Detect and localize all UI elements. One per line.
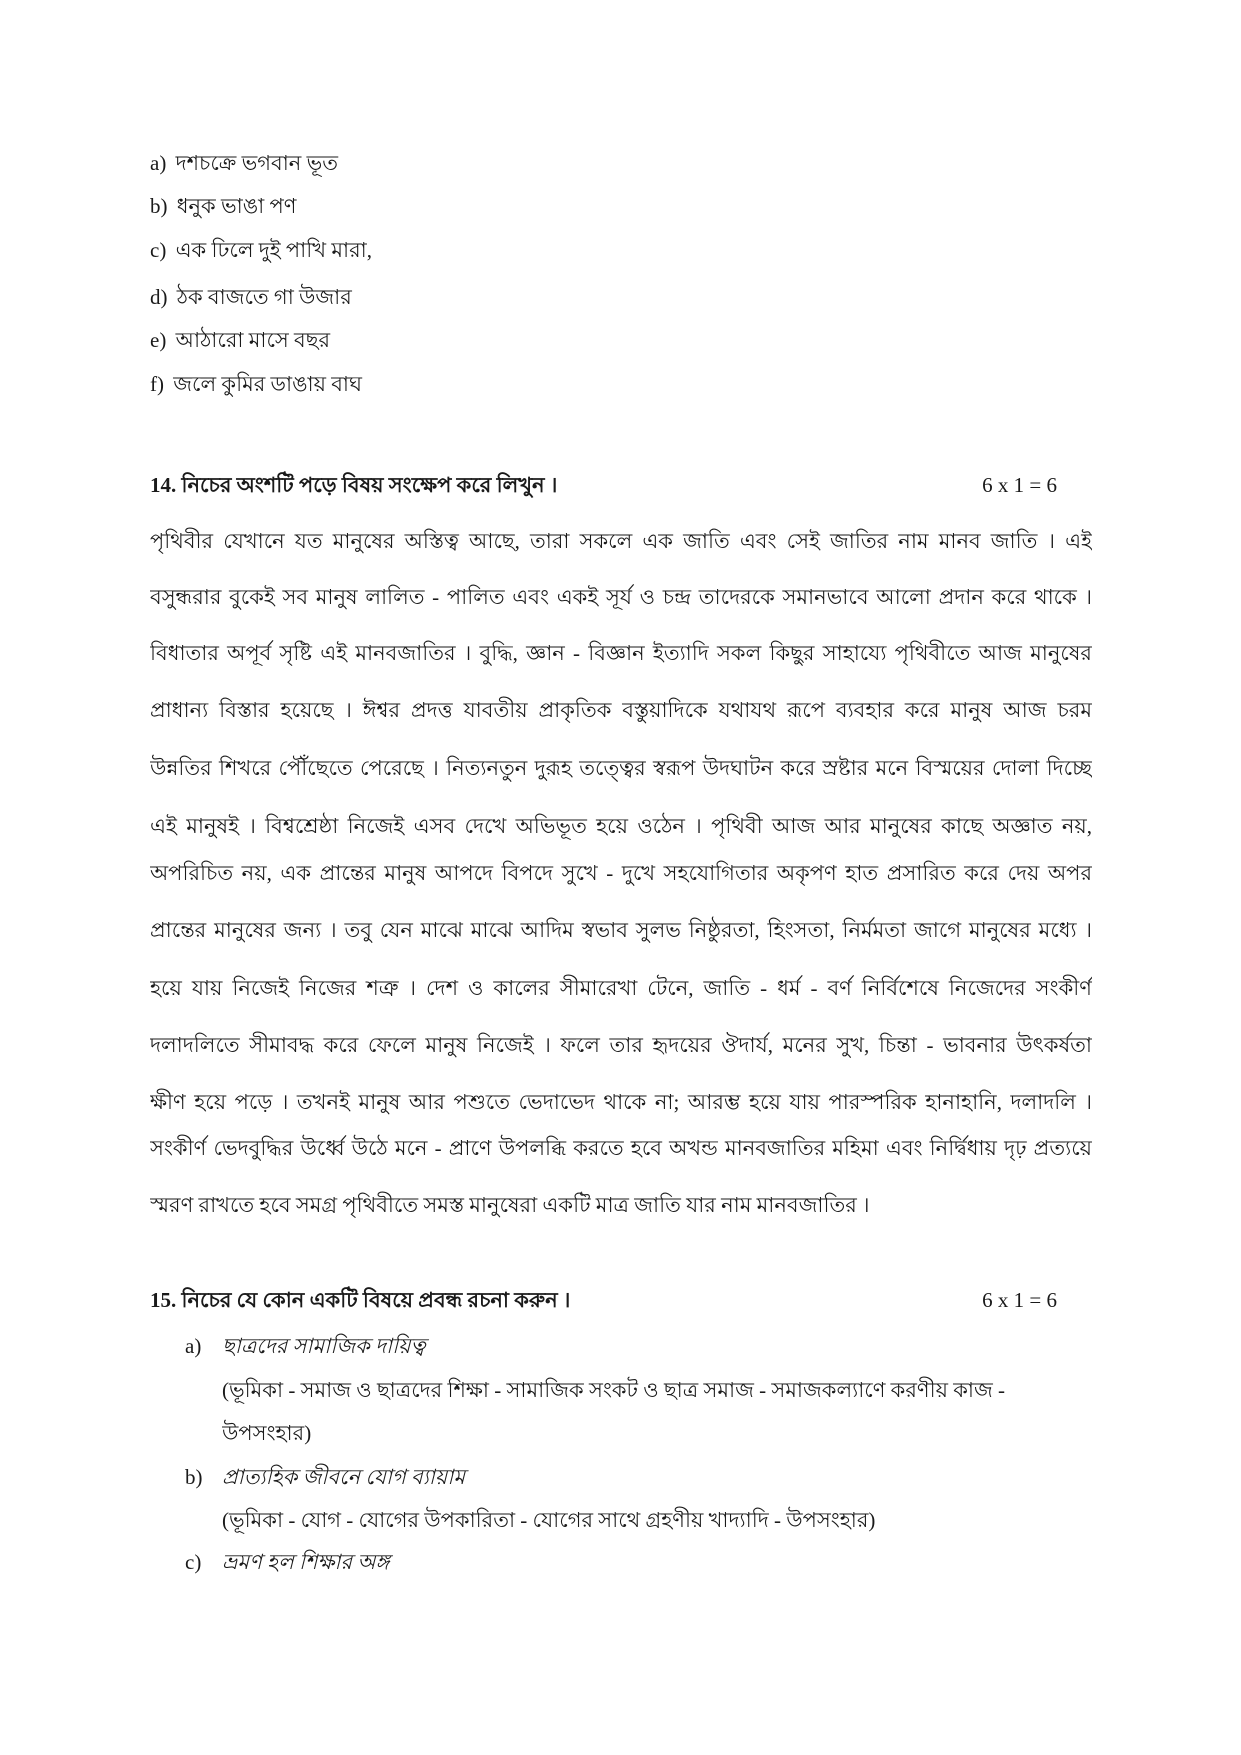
proverb-item — [150, 149, 750, 177]
essay-option-hint: (ভূমিকা - যোগ - যোগের উপকারিতা - যোগের সাথে গ্রহণীয় খাদ্যাদি - উপসংহার) — [222, 1508, 876, 1532]
essay-option-label: c) — [185, 1550, 202, 1574]
passage-line: ক্ষীণ হয়ে পড়ে । তখনই মানুষ আর পশুতে ভেদাভেদ থাকে না; আরম্ভ হয়ে যায় পারস্পরিক হানাহানি, দলাদলি । — [150, 1090, 1092, 1114]
proverb-text: জলে কুমির ডাঙায় বাঘ — [173, 372, 362, 396]
proverb-label: a) — [150, 151, 167, 175]
essay-option-title: ছাত্রদের সামাজিক দায়িত্ব — [222, 1334, 426, 1358]
passage-line: এই মানুষই । বিশ্বশ্রেষ্ঠা নিজেই এসব দেখে অভিভূত হয়ে ওঠেন । পৃথিবী আজ আর মানুষের কাছে অজ্ঞাত নয়, — [150, 814, 1092, 838]
proverb-item — [150, 283, 750, 311]
proverb-label: f) — [150, 372, 164, 396]
proverb-item — [150, 326, 750, 354]
passage-line: উন্নতির শিখরে পৌঁছেতে পেরেছে । নিত্যনতুন দুরূহ তত্ত্বের স্বরূপ উদঘাটন করে স্রষ্টার মনে বিস্ময়ের দোলা দিচ্ছে — [150, 756, 1092, 780]
passage-line: বিধাতার অপূর্ব সৃষ্টি এই মানবজাতির । বুদ্ধি, জ্ঞান - বিজ্ঞান ইত্যাদি সকল কিছুর সাহায্যে পৃথিবীতে আজ মানুষের — [150, 641, 1092, 665]
essay-option-hint: (ভূমিকা - সমাজ ও ছাত্রদের শিক্ষা - সামাজিক সংকট ও ছাত্র সমাজ - সমাজকল্যাণে করণীয় কাজ - — [222, 1378, 1006, 1402]
passage-line: দলাদলিতে সীমাবদ্ধ করে ফেলে মানুষ নিজেই । ফলে তার হৃদয়ের ঔদার্য, মনের সুখ, চিন্তা - ভাবনার উৎকর্ষতা — [150, 1033, 1092, 1057]
essay-option-hint: উপসংহার) — [222, 1421, 312, 1445]
passage-line: পৃথিবীর যেখানে যত মানুষের অস্তিত্ব আছে, তারা সকলে এক জাতি এবং সেই জাতির নাম মানব জাতি । এই — [150, 529, 1092, 553]
question-14-heading: 14. নিচের অংশটি পড়ে বিষয় সংক্ষেপ করে লিখুন । — [150, 473, 558, 497]
passage-line: সংকীর্ণ ভেদবুদ্ধির উর্ধ্বে উঠে মনে - প্রাণে উপলব্ধি করতে হবে অখন্ড মানবজাতির মহিমা এবং নির্দ্বিধায় দৃঢ় প্রত্যয়ে — [150, 1136, 1092, 1160]
proverb-text: আঠারো মাসে বছর — [175, 328, 330, 352]
proverb-item — [150, 236, 750, 264]
passage-line: স্মরণ রাখতে হবে সমগ্র পৃথিবীতে সমস্ত মানুষেরা একটি মাত্র জাতি যার নাম মানবজাতির । — [150, 1193, 870, 1217]
proverb-label: e) — [150, 328, 167, 352]
proverb-label: d) — [150, 285, 168, 309]
question-15-marks: 6 x 1 = 6 — [982, 1288, 1057, 1312]
passage-line: প্রান্তের মানুষের জন্য । তবু যেন মাঝে মাঝে আদিম স্বভাব সুলভ নিষ্ঠুরতা, হিংসতা, নির্মমতা জাগে মানুষের মধ্যে । — [150, 918, 1092, 942]
essay-option-title: ভ্রমণ হল শিক্ষার অঙ্গ — [222, 1550, 390, 1574]
proverb-text: ধনুক ভাঙা পণ — [176, 194, 297, 218]
proverb-label: b) — [150, 194, 168, 218]
passage-line: হয়ে যায় নিজেই নিজের শত্রু । দেশ ও কালের সীমারেখা টেনে, জাতি - ধর্ম - বর্ণ নির্বিশেষে নিজেদের সংকীর্ণ — [150, 976, 1092, 1000]
essay-option-label: a) — [185, 1334, 202, 1358]
essay-option-title: প্রাত্যহিক জীবনে যোগ ব্যায়াম — [222, 1465, 466, 1489]
passage-line: বসুন্ধরার বুকেই সব মানুষ লালিত - পালিত এবং একই সূর্য ও চন্দ্র তাদেরকে সমানভাবে আলো প্রদান করে থাকে । — [150, 585, 1092, 609]
question-15-heading: 15. নিচের যে কোন একটি বিষয়ে প্রবন্ধ রচনা করুন । — [150, 1288, 571, 1312]
passage-line: অপরিচিত নয়, এক প্রান্তের মানুষ আপদে বিপদে সুখে - দুখে সহযোগিতার অকৃপণ হাত প্রসারিত করে দেয় অপর — [150, 861, 1092, 885]
proverb-item — [150, 192, 750, 220]
proverb-item — [150, 370, 750, 398]
essay-option-label: b) — [185, 1465, 203, 1489]
question-14-marks: 6 x 1 = 6 — [982, 473, 1057, 497]
proverb-text: দশচক্রে ভগবান ভূত — [175, 151, 338, 175]
passage-line: প্রাধান্য বিস্তার হয়েছে । ঈশ্বর প্রদত্ত যাবতীয় প্রাকৃতিক বস্তুয়াদিকে যথাযথ রূপে ব্যবহার করে মানুষ আজ চরম — [150, 698, 1092, 722]
proverb-label: c) — [150, 238, 167, 262]
proverb-text: ঠক বাজতে গা উজার — [176, 285, 352, 309]
proverb-text: এক ঢিলে দুই পাখি মারা, — [175, 238, 372, 262]
